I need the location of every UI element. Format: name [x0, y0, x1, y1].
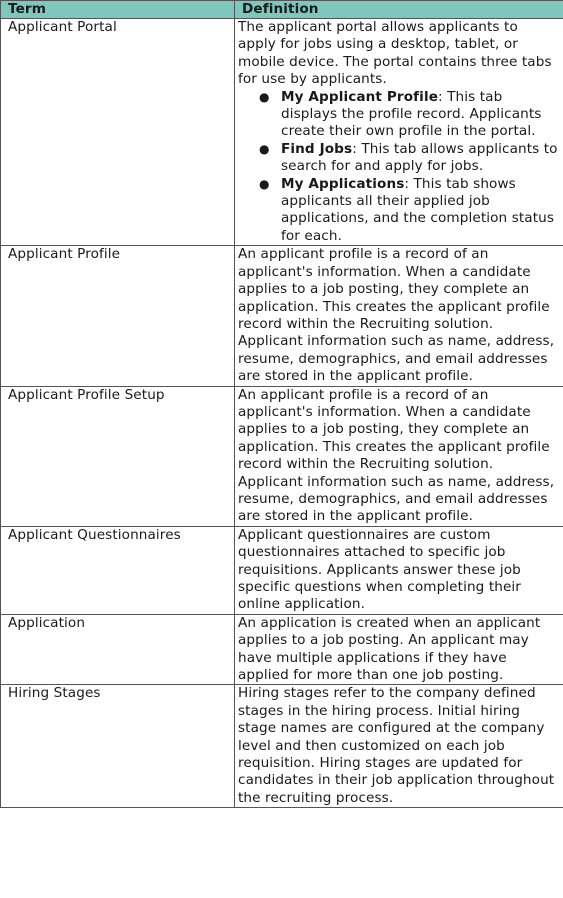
- definition-cell: [235, 19, 563, 246]
- term-cell: Applicant Profile Setup: [1, 386, 235, 526]
- term-cell: Application: [1, 614, 235, 685]
- table-row: [1, 614, 563, 685]
- bullet-text: : This tab displays the profile record. Applicants create their own profile in the portal.: [281, 88, 542, 140]
- term-cell: Applicant Questionnaires: [1, 526, 235, 614]
- term-cell: Hiring Stages: [1, 685, 235, 808]
- table-row: [1, 246, 563, 386]
- list-item: [259, 140, 559, 176]
- bullet-icon: ●: [259, 176, 270, 191]
- list-item: [259, 175, 559, 246]
- bullet-icon: ●: [259, 89, 270, 104]
- table-row: [1, 685, 563, 808]
- definition-header: Definition: [235, 1, 563, 19]
- definition-cell: Hiring stages refer to the company defined stages in the hiring process. Initial hiring stage names are configured at the company level and then customized on each job requisition. Hiring stages are updated for candidates in their job application throughout the recruiting process.: [235, 685, 563, 808]
- header-row: [1, 1, 563, 19]
- bullet-icon: ●: [259, 141, 270, 156]
- table-row: [1, 19, 563, 246]
- definition-cell: An applicant profile is a record of an applicant's information. When a candidate applies to a job posting, they complete an application. This creates the applicant profile record within the Recruiting solution. Applicant information such as name, address, resume, demographics, and email addresses are stored in the applicant profile.: [235, 386, 563, 526]
- definition-cell: An applicant profile is a record of an applicant's information. When a candidate applies to a job posting, they complete an application. This creates the applicant profile record within the Recruiting solution. Applicant information such as name, address, resume, demographics, and email addresses are stored in the applicant profile.: [235, 246, 563, 386]
- bullet-label: My Applications: [281, 175, 405, 192]
- table-row: [1, 526, 563, 614]
- definition-cell: Applicant questionnaires are custom questionnaires attached to specific job requisitions. Applicants answer these job specific questions when completing their online application.: [235, 526, 563, 614]
- bullet-label: My Applicant Profile: [281, 88, 439, 105]
- term-cell: Applicant Portal: [1, 19, 235, 246]
- definition-text: The applicant portal allows applicants to apply for jobs using a desktop, tablet, or mobile device. The portal contains three tabs for use by applicants.: [238, 19, 552, 88]
- list-item: [259, 88, 559, 141]
- term-cell: Applicant Profile: [1, 246, 235, 386]
- table-row: [1, 386, 563, 526]
- bullet-list: [238, 89, 559, 246]
- bullet-text: : This tab allows applicants to search for and apply for jobs.: [281, 140, 558, 175]
- term-header: Term: [1, 1, 235, 19]
- bullet-label: Find Jobs: [281, 140, 353, 157]
- definition-cell: An application is created when an applicant applies to a job posting. An applicant may have multiple applications if they have applied for more than one job posting.: [235, 614, 563, 685]
- bullet-text: : This tab shows applicants all their applied job applications, and the completion status for each.: [281, 175, 555, 244]
